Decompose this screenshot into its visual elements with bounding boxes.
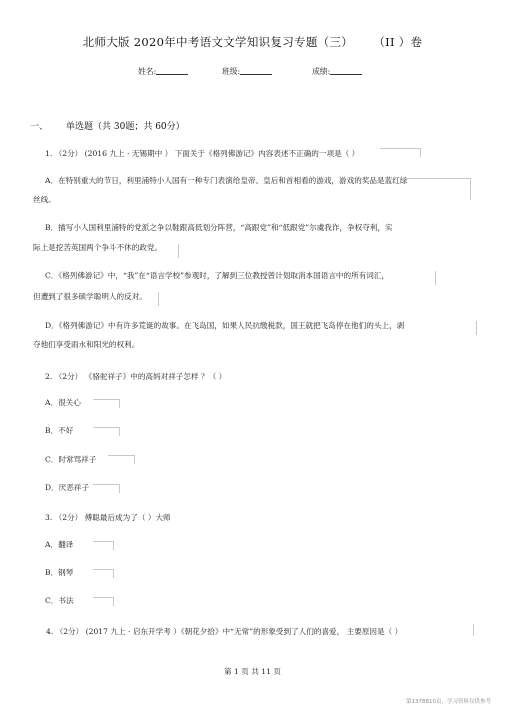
q3-option-b: B．钢琴 — [45, 568, 74, 577]
q1-option-b-line1: B．描写小人国利里浦特的党派之争以鞋跟高低划分阵营，“高跟党”和“低跟党”尔虞我诈，争权夺利，实 — [45, 223, 393, 232]
box-rule — [93, 427, 120, 436]
q3-option-a: A．翻译 — [45, 540, 74, 549]
q1-option-a-line2: 丝线。 — [33, 195, 56, 204]
box-rule — [93, 569, 114, 578]
title-main: 北师大版 2020年中考语文文学知识复习专题（三） — [82, 35, 354, 49]
box-rule — [93, 484, 120, 493]
q2-option-c: C．时常骂祥子 — [45, 455, 97, 464]
box-rule — [178, 244, 179, 258]
question-3-stem: 3. （2分） 傅聪最后成为了（ ）大师 — [45, 513, 171, 522]
class-label: 班级: — [222, 67, 241, 76]
q1-option-d-line2: 夺他们享受雨水和阳光的权利。 — [33, 340, 140, 349]
question-2-stem: 2. （2分） 《骆驼祥子》中的高妈对祥子怎样 ？（ ） — [45, 372, 227, 381]
score-field — [312, 66, 362, 77]
section-number: 一、 — [30, 122, 49, 132]
name-label: 姓名: — [138, 67, 157, 76]
box-rule — [93, 597, 114, 606]
page-title — [0, 34, 505, 50]
section-title: 单选题（共 30题；共 60分） — [66, 122, 185, 132]
q2-option-b: B．不好 — [45, 426, 74, 435]
page-number: 第 1 页 共 11 页 — [224, 667, 281, 676]
q1-option-d-line1: D．《格列佛游记》中有许多荒诞的故事。在飞岛国，如果人民抗缴税款，国王就把飞岛停在他们的头上，剥 — [45, 321, 405, 330]
box-rule — [158, 292, 159, 306]
q1-option-b-line2: 际上是挖苦英国两个争斗不休的政党。 — [33, 243, 163, 252]
question-1-stem: 1. （2分） (2016 九上 · 无锡期中 ） 下面关于《格列佛游记》内容表述不正确的一项是（ ） — [45, 149, 360, 158]
score-label: 成绩: — [312, 67, 331, 76]
class-field — [222, 66, 272, 77]
score-blank — [330, 67, 362, 75]
box-rule — [473, 624, 474, 636]
answer-box-frame — [380, 148, 421, 157]
q1-option-a-line1: A．在特别重大的节日，利里浦特小人国有一种专门表演给皇帝、皇后和首相看的游戏，游戏的奖品是蓝红绿 — [45, 176, 408, 185]
q2-option-d: D．厌恶祥子 — [45, 483, 90, 492]
watermark-text: 第1378810页，学习资料仅供参考 — [406, 699, 491, 705]
section-heading — [30, 119, 185, 132]
box-rule — [93, 541, 114, 550]
box-rule — [435, 271, 436, 285]
title-volume: （II ）卷 — [379, 35, 423, 49]
box-rule — [470, 178, 471, 200]
box-rule — [476, 321, 477, 335]
q2-option-a: A．很关心 — [45, 398, 81, 407]
q1-option-c-line2: 但遭到了很多硕学聪明人的反对。 — [33, 292, 147, 301]
box-rule — [93, 399, 120, 408]
q3-option-c: C．书法 — [45, 596, 74, 605]
box-rule — [108, 455, 135, 464]
class-blank — [240, 67, 272, 75]
name-blank — [156, 67, 188, 75]
name-field — [138, 66, 188, 77]
q1-option-c-line1: C．《格列佛游记》中，“我”在“语言学校”参观时，了解到三位教授曾计划取消本国语言中的所有词汇， — [45, 271, 390, 280]
question-4-stem: 4. （2分） (2017 九上 · 启东开学考 ）《朝花夕拾》中“无常”的形象受到了人们的喜爱， 主要原因是（ ） — [46, 627, 403, 636]
box-rule — [400, 178, 471, 181]
